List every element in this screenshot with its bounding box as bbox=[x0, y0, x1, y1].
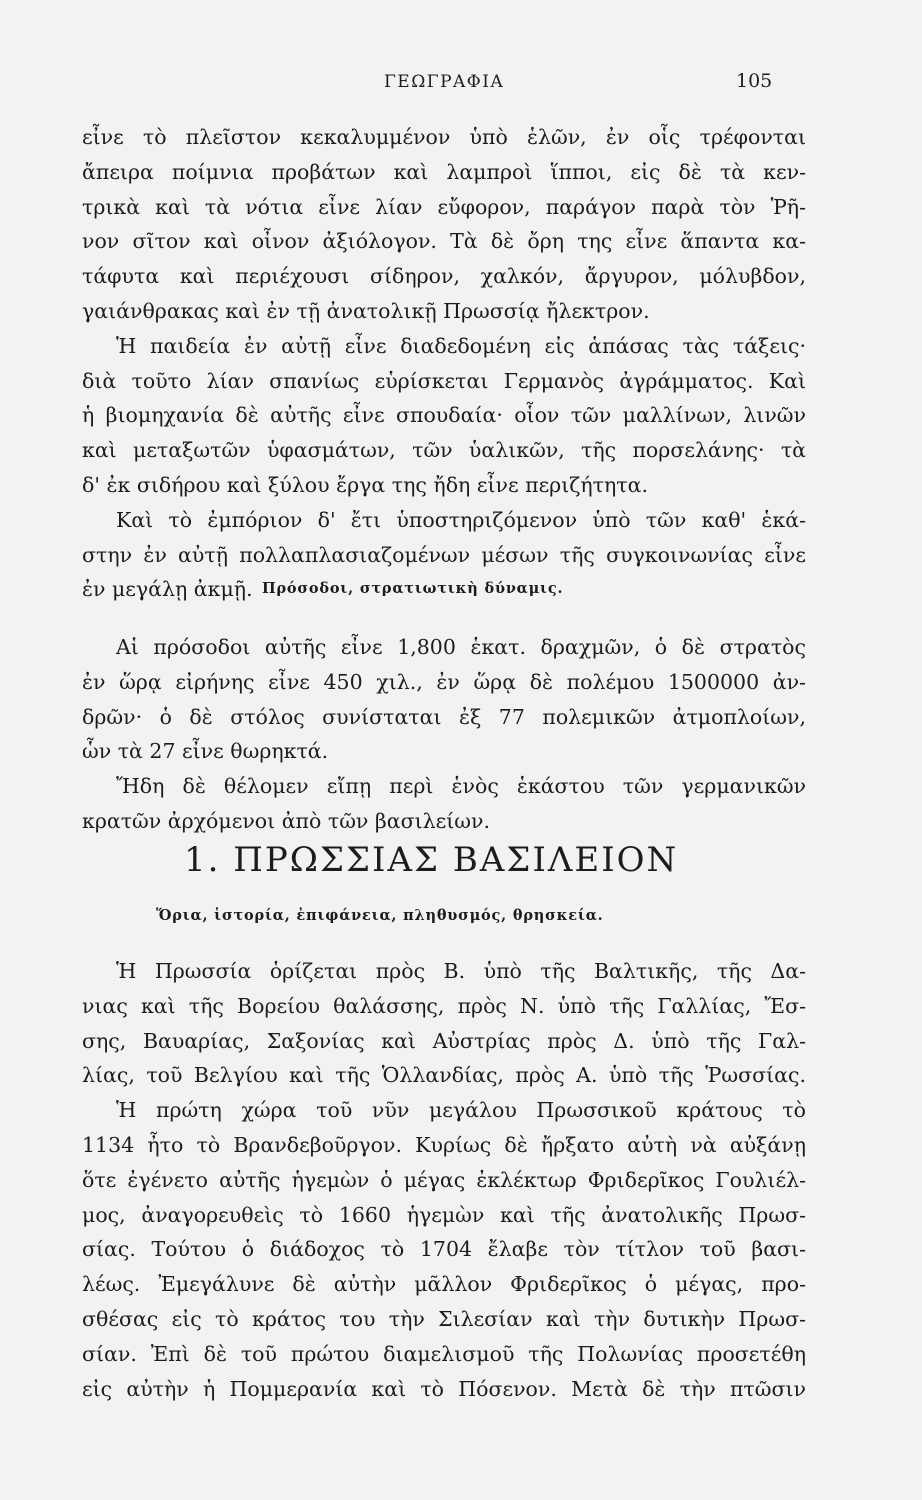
running-header bbox=[0, 68, 922, 98]
text-line: Ἡ πρώτη χώρα τοῦ νῦν μεγάλου Πρωσσικοῦ κράτους τὸ bbox=[116, 1098, 806, 1123]
text-line: τρικὰ καὶ τὰ νότια εἶνε λίαν εὔφορον, παράγον παρὰ τὸν Ῥῆ- bbox=[82, 194, 806, 219]
text-line: στην ἐν αὐτῇ πολλαπλασιαζομένων μέσων τῆς συγκοινωνίας εἶνε bbox=[82, 542, 806, 567]
subheading-borders-history: Ὅρια, ἱστορία, ἐπιφάνεια, πληθυσμός, θρησκεία. bbox=[156, 907, 604, 924]
text-line: γαιάνθρακας καὶ ἐν τῇ ἀνατολικῇ Πρωσσίᾳ ἤλεκτρον. bbox=[82, 298, 650, 323]
subheading-revenues-military: Πρόσοδοι, στρατιωτικὴ δύναμις. bbox=[262, 580, 564, 597]
text-line: ἐν ὥρᾳ εἰρήνης εἶνε 450 χιλ., ἐν ὥρᾳ δὲ πολέμου 1500000 ἀν- bbox=[82, 669, 806, 694]
text-line: ἐν μεγάλῃ ἀκμῇ. bbox=[82, 577, 253, 602]
text-line: εἶνε τὸ πλεῖστον κεκαλυμμένον ὑπὸ ἑλῶν, ἐν οἷς τρέφονται bbox=[82, 125, 806, 149]
text-line: ὧν τὰ 27 εἶνε θωρηκτά. bbox=[82, 739, 329, 764]
text-line: τάφυτα καὶ περιέχουσι σίδηρον, χαλκόν, ἄργυρον, μόλυβδον, bbox=[82, 264, 806, 289]
section-heading: 1. ΠΡΩΣΣΙΑΣ ΒΑΣΙΛΕΙΟΝ bbox=[184, 840, 679, 880]
text-line: σθέσας εἰς τὸ κράτος του τὴν Σιλεσίαν καὶ τὴν δυτικὴν Πρωσ- bbox=[82, 1306, 806, 1331]
text-line: ἡ βιομηχανία δὲ αὐτῆς εἶνε σπουδαία· οἷον τῶν μαλλίνων, λινῶν bbox=[82, 403, 806, 428]
text-line: ἄπειρα ποίμνια προβάτων καὶ λαμπροὶ ἵπποι, εἰς δὲ τὰ κεν- bbox=[82, 159, 806, 184]
paragraph-block-1 bbox=[82, 120, 806, 607]
text-line: σίαν. Ἐπὶ δὲ τοῦ πρώτου διαμελισμοῦ τῆς Πολωνίας προσετέθη bbox=[82, 1341, 806, 1366]
text-line: Ἡ Πρωσσία ὁρίζεται πρὸς Β. ὑπὸ τῆς Βαλτικῆς, τῆς Δα- bbox=[116, 959, 806, 983]
text-line: Ἤδη δὲ θέλομεν εἴπῃ περὶ ἑνὸς ἑκάστου τῶν γερμανικῶν bbox=[116, 774, 806, 799]
text-line: Ἡ παιδεία ἐν αὐτῇ εἶνε διαδεδομένη εἰς ἁπάσας τὰς τάξεις· bbox=[116, 333, 806, 358]
text-line: δ' ἐκ σιδήρου καὶ ξύλου ἔργα της ἤδη εἶνε περιζήτητα. bbox=[82, 472, 648, 497]
text-line: ὅτε ἐγένετο αὐτῆς ἡγεμὼν ὁ μέγας ἐκλέκτωρ Φριδερῖκος Γουλιέλ- bbox=[82, 1167, 806, 1192]
text-line: μος, ἀναγορευθεὶς τὸ 1660 ἡγεμὼν καὶ τῆς ἀνατολικῆς Πρωσ- bbox=[82, 1202, 806, 1227]
text-line: κρατῶν ἀρχόμενοι ἀπὸ τῶν βασιλείων. bbox=[82, 808, 490, 833]
text-line: σίας. Τούτου ὁ διάδοχος τὸ 1704 ἔλαβε τὸν τίτλον τοῦ βασι- bbox=[82, 1237, 806, 1262]
text-line: Καὶ τὸ ἐμπόριον δ' ἔτι ὑποστηριζόμενον ὑπὸ τῶν καθ' ἑκά- bbox=[116, 507, 806, 532]
page-number: 105 bbox=[736, 70, 773, 92]
paragraph-block-3 bbox=[82, 954, 806, 1406]
paragraph-block-2 bbox=[82, 630, 806, 839]
text-line: Αἱ πρόσοδοι αὐτῆς εἶνε 1,800 ἑκατ. δραχμῶν, ὁ δὲ στρατὸς bbox=[116, 635, 806, 659]
running-title: ΓΕΩΓΡΑΦΙΑ bbox=[384, 72, 505, 92]
text-line: λέως. Ἐμεγάλυνε δὲ αὐτὴν μᾶλλον Φριδερῖκος ὁ μέγας, προ- bbox=[82, 1272, 806, 1297]
text-line: σης, Βαυαρίας, Σαξονίας καὶ Αὐστρίας πρὸς Δ. ὑπὸ τῆς Γαλ- bbox=[82, 1028, 806, 1053]
text-line: νον σῖτον καὶ οἶνον ἀξιόλογον. Τὰ δὲ ὄρη της εἶνε ἅπαντα κα- bbox=[82, 229, 806, 254]
text-line: λίας, τοῦ Βελγίου καὶ τῆς Ὁλλανδίας, πρὸς Α. ὑπὸ τῆς Ῥωσσίας. bbox=[82, 1063, 806, 1088]
text-line: διὰ τοῦτο λίαν σπανίως εὑρίσκεται Γερμανὸς ἀγράμματος. Καὶ bbox=[82, 368, 806, 393]
text-line: καὶ μεταξωτῶν ὑφασμάτων, τῶν ὑαλικῶν, τῆς πορσελάνης· τὰ bbox=[82, 438, 806, 463]
text-line: δρῶν· ὁ δὲ στόλος συνίσταται ἐξ 77 πολεμικῶν ἀτμοπλοίων, bbox=[82, 704, 806, 729]
text-line: νιας καὶ τῆς Βορείου θαλάσσης, πρὸς Ν. ὑπὸ τῆς Γαλλίας, Ἔσ- bbox=[82, 993, 806, 1018]
text-line: εἰς αὐτὴν ἡ Πομμερανία καὶ τὸ Πόσενον. Μετὰ δὲ τὴν πτῶσιν bbox=[82, 1376, 806, 1401]
text-line: 1134 ἦτο τὸ Βρανδεβοῦργον. Κυρίως δὲ ἤρξατο αὐτὴ νὰ αὐξάνῃ bbox=[82, 1132, 806, 1157]
